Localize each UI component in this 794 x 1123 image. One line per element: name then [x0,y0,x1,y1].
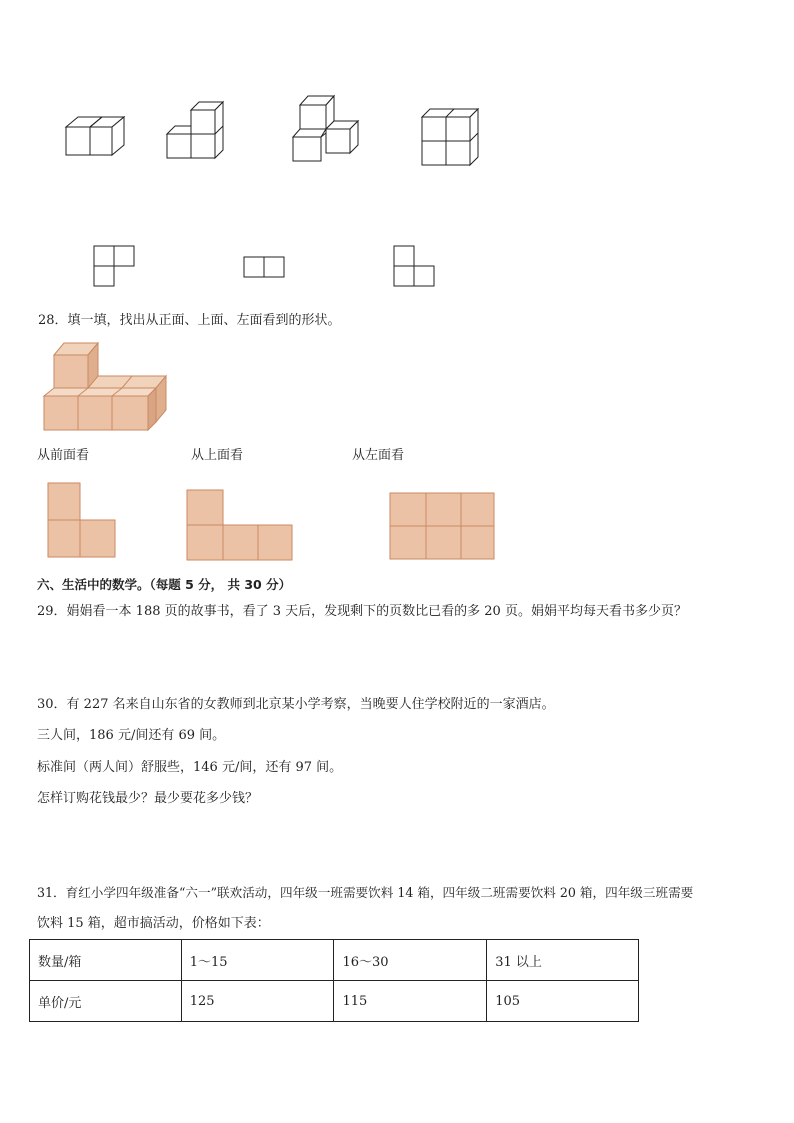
table-cell: 115 [334,981,487,1022]
section-heading: 六、生活中的数学。（每题 5 分， 共 30 分） [37,577,292,592]
cube-figure-4 [418,105,488,170]
left-view-shape [389,492,499,562]
label-left-view: 从左面看 [352,448,405,463]
table-cell: 单价/元 [30,981,182,1022]
q28-title: 28．填一填，找出从正面、上面、左面看到的形状。 [38,313,341,328]
q30-line2: 三人间，186 元/间还有 69 间。 [37,728,226,743]
table-cell: 数量/箱 [30,940,182,981]
table-cell: 1～15 [181,940,334,981]
q31-line1: 31．育红小学四年级准备“六一”联欢活动，四年级一班需要饮料 14 箱，四年级二班需要饮料 20 箱，四年级三班需要 [37,885,694,900]
cube-figure-1 [60,112,130,162]
view-shape-c [393,245,438,289]
cube-figure-3 [290,93,365,165]
q30-line1: 30．有 227 名来自山东省的女教师到北京某小学考察，当晚要人住学校附近的一家酒店。 [37,697,555,712]
q30-line3: 标准间（两人间）舒服些，146 元/间，还有 97 间。 [37,760,343,775]
view-shape-b [243,256,288,280]
q31-line2: 饮料 15 箱，超市搞活动，价格如下表： [37,916,270,931]
front-view-shape [47,482,119,560]
table-cell: 16～30 [334,940,487,981]
price-table [29,939,639,1022]
table-cell: 31 以上 [487,940,639,981]
cube-figure-2 [163,98,233,163]
table-cell: 105 [487,981,639,1022]
q28-cube-stack [42,340,172,435]
view-shape-a [93,245,138,289]
table-cell: 125 [181,981,334,1022]
table-row [30,981,639,1022]
table-row [30,940,639,981]
q29-text: 29．娟娟看一本 188 页的故事书，看了 3 天后，发现剩下的页数比已看的多 20 页。娟娟平均每天看书多少页？ [37,604,687,619]
label-top-view: 从上面看 [191,448,244,463]
top-view-shape [186,489,296,563]
label-front-view: 从前面看 [37,448,90,463]
q30-line4: 怎样订购花钱最少？最少要花多少钱？ [37,791,259,806]
